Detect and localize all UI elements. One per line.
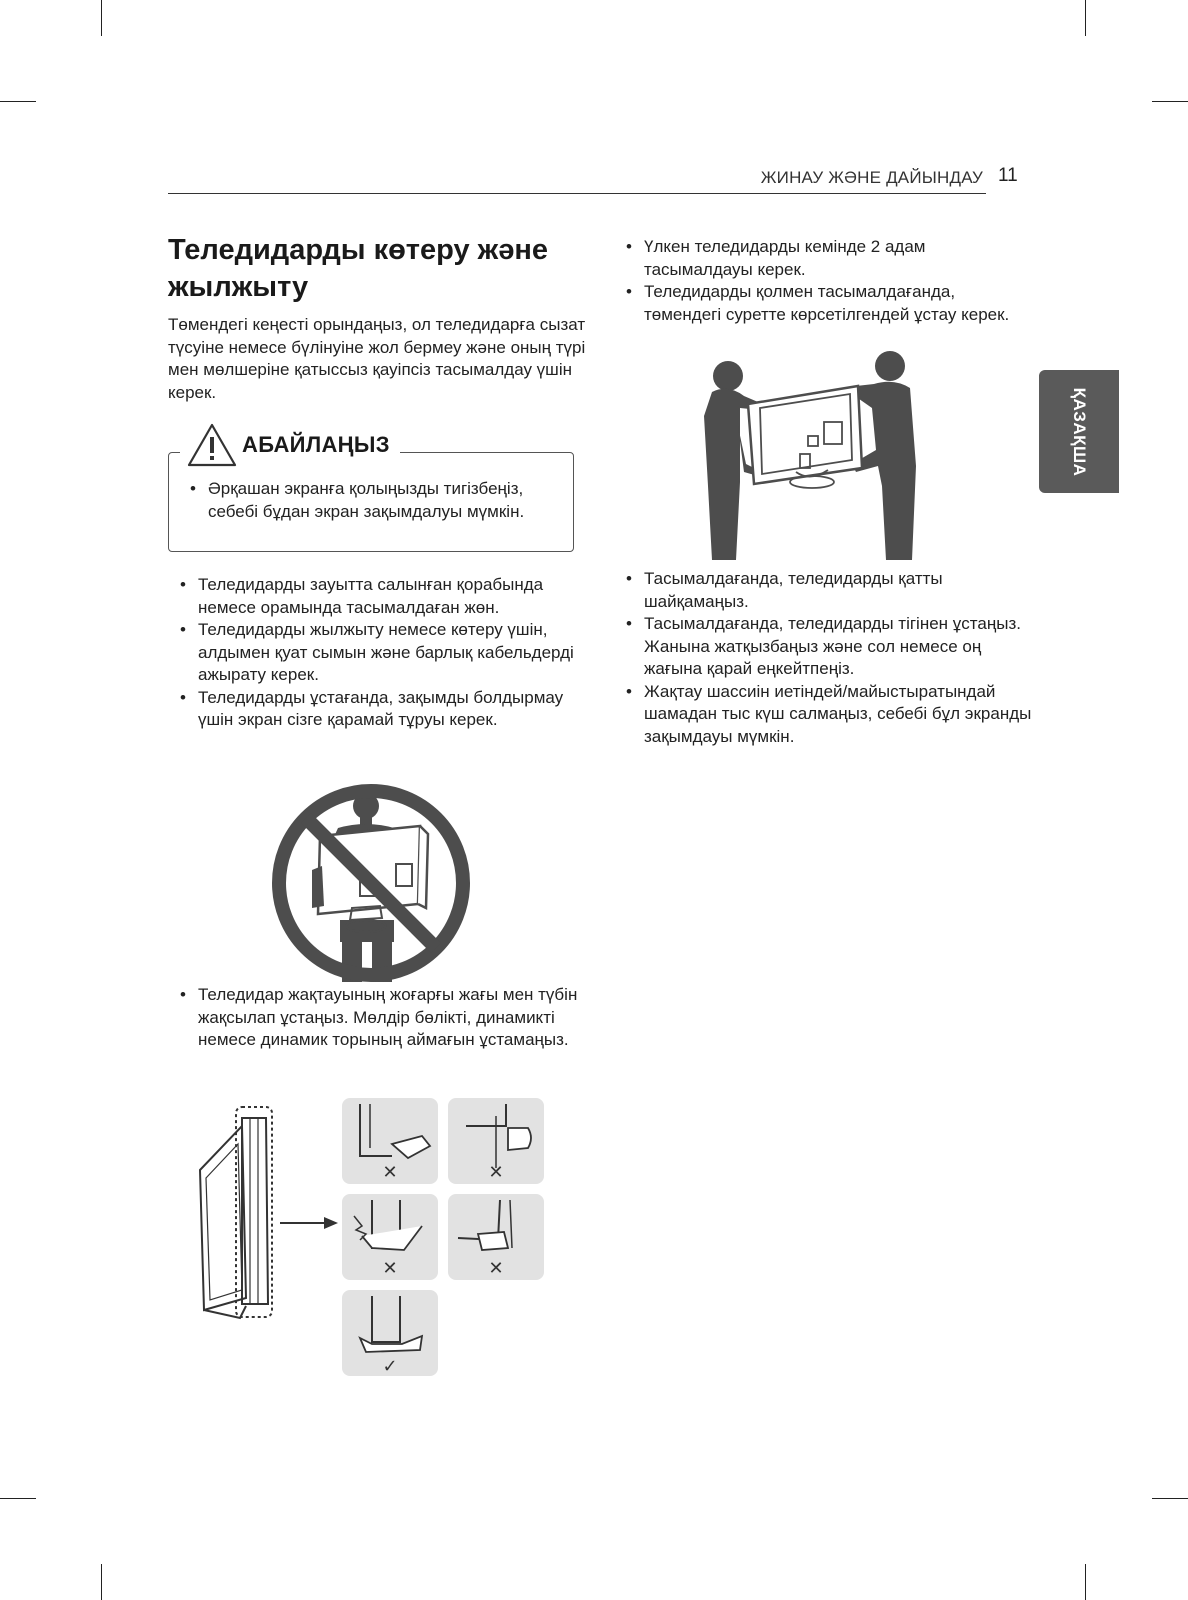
left-bullets-top	[178, 574, 578, 732]
grip-mark: ✕	[382, 1258, 398, 1279]
crop-mark	[101, 1564, 102, 1600]
page-title: Теледидарды көтеру және жылжыту	[168, 234, 548, 303]
prohibited-carry-figure	[268, 780, 474, 986]
header-divider	[168, 193, 986, 194]
grip-diagram	[196, 1098, 546, 1380]
grip-mark: ✕	[488, 1258, 504, 1279]
language-tab-label: ҚАЗАҚША	[1070, 387, 1089, 476]
two-person-carry-figure	[700, 346, 930, 564]
grip-mark: ✕	[488, 1162, 504, 1183]
list-item: • Үлкен теледидарды кемінде 2 адам тасымалдауы керек.	[624, 236, 1024, 281]
caution-title: АБАЙЛАҢЫЗ	[242, 432, 390, 457]
right-bullets-bottom	[624, 568, 1034, 748]
list-item: • Жақтау шассиін иетіндей/майыстыратындай шамадан тыс күш салмаңыз, себебі бұл экранды зақымдауы мүмкін.	[624, 681, 1034, 749]
list-item: • Теледидарды жылжыту немесе көтеру үшін, алдымен қуат сымын және барлық кабельдерді ажырату керек.	[178, 619, 578, 687]
grip-panel	[448, 1098, 544, 1184]
grip-panel	[342, 1290, 438, 1377]
crop-mark	[101, 0, 102, 36]
list-item: • Теледидарды ұстағанда, зақымды болдырмау үшін экран сізге қарамай тұруы керек.	[178, 687, 578, 732]
grip-panel	[448, 1194, 544, 1280]
caution-header	[180, 422, 400, 468]
left-bullets-bottom	[178, 984, 578, 1052]
list-item: • Тасымалдағанда, теледидарды қатты шайқамаңыз.	[624, 568, 1034, 613]
page-number: 11	[998, 165, 1018, 186]
crop-mark	[1085, 1564, 1086, 1600]
grip-panel	[342, 1194, 438, 1280]
list-item: • Теледидарды қолмен тасымалдағанда, төмендегі суретте көрсетілгендей ұстау керек.	[624, 281, 1024, 326]
crop-mark	[1085, 0, 1086, 36]
list-item: • Тасымалдағанда, теледидарды тігінен ұстаңыз. Жанына жатқызбаңыз және сол немесе оң жағына қарай еңкейтпеңіз.	[624, 613, 1034, 681]
section-header: ЖИНАУ ЖӘНЕ ДАЙЫНДАУ	[760, 168, 983, 187]
caution-item: • Әрқашан экранға қолыңызды тигізбеңіз, себебі бұдан экран зақымдалуы мүмкін.	[190, 478, 578, 523]
grip-panel	[342, 1098, 438, 1184]
list-item: • Теледидар жақтауының жоғарғы жағы мен түбін жақсылап ұстаңыз. Мөлдір бөлікті, динамикті немесе динамик торының аймағын ұстамаңыз.	[178, 984, 578, 1052]
crop-mark	[0, 101, 36, 102]
intro-paragraph: Төмендегі кеңесті орындаңыз, ол теледидарға сызат түсуіне немесе бүлінуіне жол бермеу және оның түрі мен мөлшеріне қатыссыз қауіпсіз тасымалдау үшін керек.	[168, 315, 586, 402]
list-item: • Теледидарды зауытта салынған қорабында немесе орамында тасымалдаған жөн.	[178, 574, 578, 619]
grip-mark: ✓	[382, 1356, 398, 1377]
crop-mark	[1152, 101, 1188, 102]
crop-mark	[1152, 1498, 1188, 1499]
crop-mark	[0, 1498, 36, 1499]
right-bullets-top	[624, 236, 1024, 326]
language-tab	[1039, 370, 1119, 493]
warning-triangle-icon	[186, 422, 238, 468]
grip-mark: ✕	[382, 1162, 398, 1183]
